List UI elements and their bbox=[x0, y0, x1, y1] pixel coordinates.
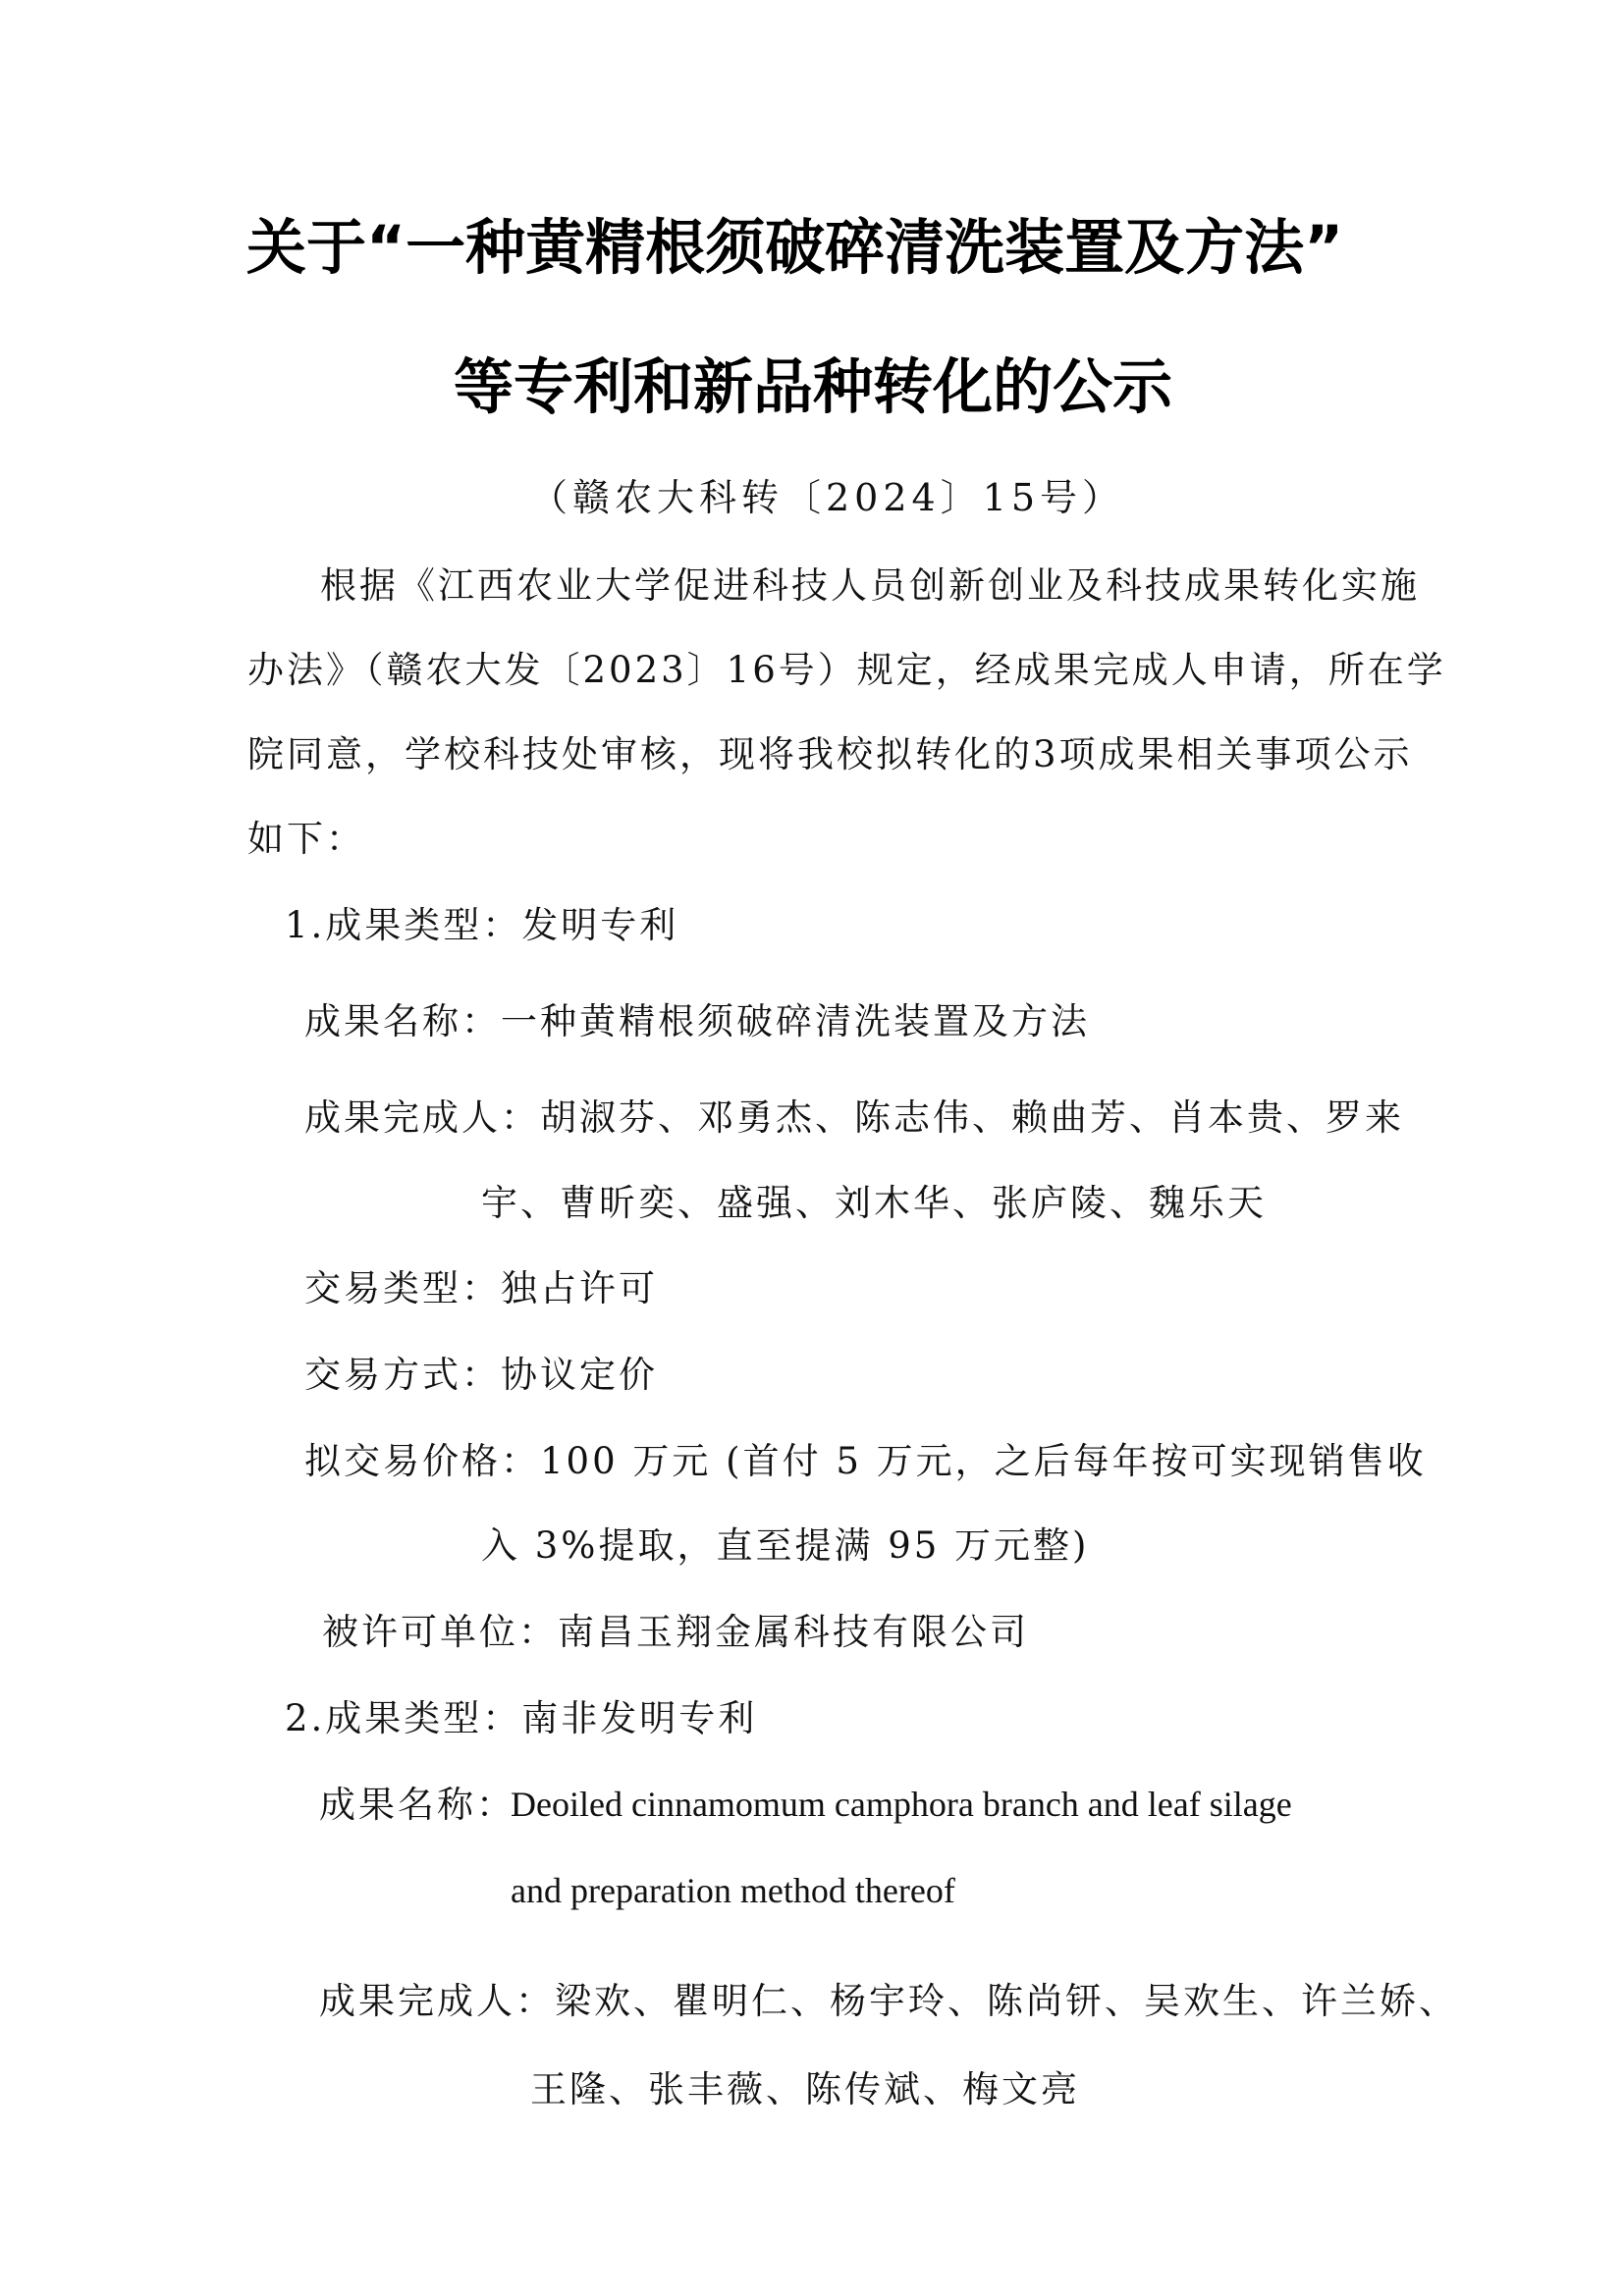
intro-line-2: 办法》（赣农大发〔2023〕16号）规定，经成果完成人申请，所在学 bbox=[247, 649, 1446, 691]
item1-type: 1.成果类型：发明专利 bbox=[285, 904, 679, 946]
intro-line-3: 院同意，学校科技处审核，现将我校拟转化的3项成果相关事项公示 bbox=[247, 733, 1413, 775]
item1-name: 成果名称：一种黄精根须破碎清洗装置及方法 bbox=[304, 1000, 1090, 1042]
document-number: （赣农大科转〔2024〕15号） bbox=[530, 476, 1125, 519]
item2-completers-line-1: 成果完成人：梁欢、瞿明仁、杨宇玲、陈尚钘、吴欢生、许兰娇、 bbox=[319, 1980, 1458, 2022]
item2-completers-line-2: 王隆、张丰薇、陈传斌、梅文亮 bbox=[530, 2068, 1080, 2110]
item2-name-line-2: and preparation method thereof bbox=[511, 1871, 955, 1910]
item1-price-line-2: 入 3%提取，直至提满 95 万元整) bbox=[481, 1524, 1090, 1567]
item1-completers-line-2: 宇、曹昕奕、盛强、刘木华、张庐陵、魏乐天 bbox=[481, 1182, 1267, 1224]
item2-name-line-1: Deoiled cinnamomum camphora branch and leaf silage bbox=[511, 1785, 1292, 1824]
item1-trade-type: 交易类型：独占许可 bbox=[304, 1267, 658, 1309]
intro-line-4: 如下： bbox=[247, 818, 365, 860]
item1-licensee: 被许可单位：南昌玉翔金属科技有限公司 bbox=[322, 1611, 1029, 1653]
item2-name-label: 成果名称： bbox=[319, 1784, 515, 1826]
document-title-line-2: 等专利和新品种转化的公示 bbox=[454, 352, 1173, 422]
intro-line-1: 根据《江西农业大学促进科技人员创新创业及科技成果转化实施 bbox=[320, 564, 1420, 607]
item1-completers-line-1: 成果完成人：胡淑芬、邓勇杰、陈志伟、赖曲芳、肖本贵、罗来 bbox=[304, 1096, 1404, 1139]
document-title-line-1: 关于“一种黄精根须破碎清洗装置及方法” bbox=[246, 213, 1344, 283]
item2-type: 2.成果类型：南非发明专利 bbox=[285, 1697, 758, 1739]
item1-trade-method: 交易方式：协议定价 bbox=[304, 1354, 658, 1396]
item1-price-line-1: 拟交易价格：100 万元 (首付 5 万元，之后每年按可实现销售收 bbox=[304, 1440, 1427, 1482]
